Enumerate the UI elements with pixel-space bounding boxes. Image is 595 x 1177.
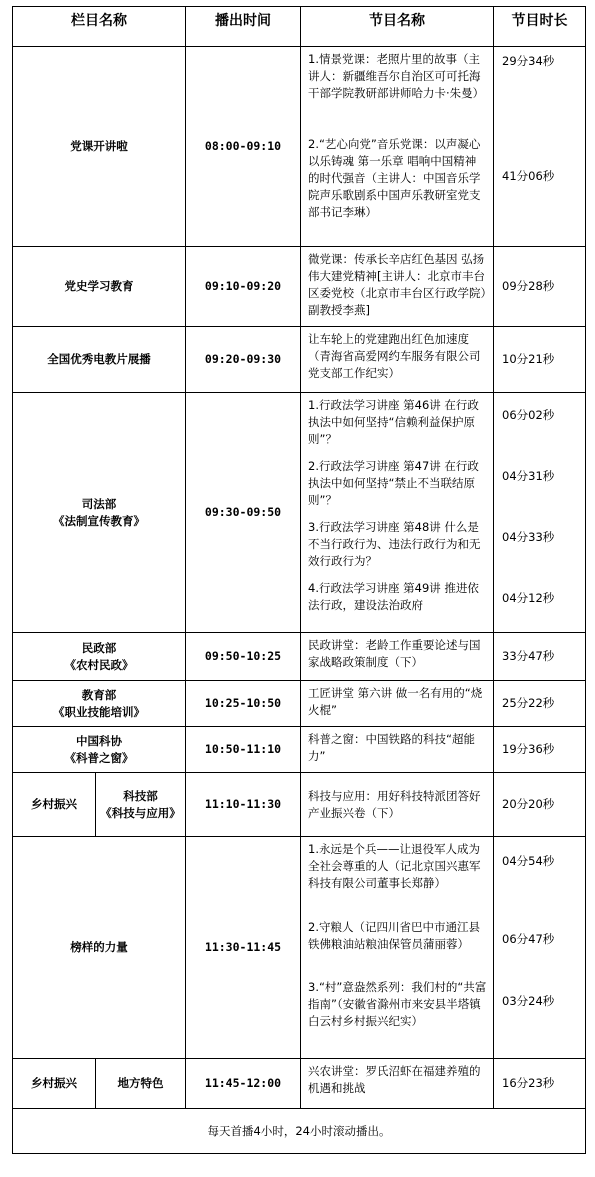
table-row xyxy=(13,247,586,327)
category-label: 《科普之窗》 xyxy=(64,750,134,765)
sub-category-cell xyxy=(96,773,186,837)
category-label: 榜样的力量 xyxy=(70,940,128,954)
program-cell xyxy=(301,773,494,837)
duration-item: 06分02秒 xyxy=(502,408,555,422)
header-duration: 节目时长 xyxy=(494,7,586,47)
duration-item: 25分22秒 xyxy=(502,696,555,710)
duration-cell xyxy=(494,773,586,837)
header-program-name: 节目名称 xyxy=(301,7,494,47)
category-cell xyxy=(13,47,186,247)
duration-item: 16分23秒 xyxy=(502,1076,555,1090)
table-row xyxy=(13,393,586,633)
duration-cell xyxy=(494,47,586,247)
category-cell xyxy=(13,393,186,633)
category-cell xyxy=(13,681,186,727)
program-item: 工匠讲堂 第六讲 做一名有用的“烧火棍” xyxy=(308,686,483,717)
program-cell xyxy=(301,727,494,773)
schedule-table xyxy=(12,6,586,1154)
duration-item: 20分20秒 xyxy=(502,797,555,811)
duration-cell xyxy=(494,633,586,681)
duration-cell xyxy=(494,393,586,633)
sub-category-cell xyxy=(96,1059,186,1109)
duration-cell xyxy=(494,247,586,327)
duration-item: 04分54秒 xyxy=(502,854,555,868)
duration-cell xyxy=(494,727,586,773)
table-row xyxy=(13,327,586,393)
program-item: 2.“艺心向党”音乐党课：以声凝心 以乐铸魂 第一乐章 唱响中国精神的时代强音（主讲人：中国音乐学院声乐歌剧系中国声乐教研室党支部书记李琳） xyxy=(308,137,481,219)
air-time: 09:20-09:30 xyxy=(186,327,301,393)
duration-item: 09分28秒 xyxy=(502,279,555,293)
duration-item: 06分47秒 xyxy=(502,932,555,946)
program-cell xyxy=(301,47,494,247)
category-cell xyxy=(13,837,186,1059)
duration-cell xyxy=(494,681,586,727)
duration-item: 19分36秒 xyxy=(502,742,555,756)
program-item: 1.永远是个兵——让退役军人成为全社会尊重的人（记北京国兴惠军科技有限公司董事长郑静） xyxy=(308,842,481,890)
program-item: 2.守粮人（记四川省巴中市通江县铁佛粮油站粮油保管员蒲丽蓉） xyxy=(308,920,480,951)
air-time: 08:00-09:10 xyxy=(186,47,301,247)
category-label: 民政部 xyxy=(81,640,117,655)
table-row xyxy=(13,773,586,837)
air-time: 10:25-10:50 xyxy=(186,681,301,727)
program-cell xyxy=(301,393,494,633)
duration-item: 04分31秒 xyxy=(502,469,555,483)
air-time: 10:50-11:10 xyxy=(186,727,301,773)
category-label: 党史学习教育 xyxy=(64,279,134,293)
header-column-name: 栏目名称 xyxy=(13,7,186,47)
category-label: 《农村民政》 xyxy=(64,657,134,672)
duration-item: 04分33秒 xyxy=(502,530,555,544)
air-time: 11:10-11:30 xyxy=(186,773,301,837)
program-item: 科技与应用：用好科技特派团答好产业振兴卷（下） xyxy=(308,788,481,820)
program-cell xyxy=(301,247,494,327)
air-time: 09:30-09:50 xyxy=(186,393,301,633)
program-cell xyxy=(301,837,494,1059)
header-air-time: 播出时间 xyxy=(186,7,301,47)
duration-item: 10分21秒 xyxy=(502,352,555,366)
category-cell xyxy=(13,247,186,327)
program-item: 1.行政法学习讲座 第46讲 在行政执法中如何坚持“信赖利益保护原则”？ xyxy=(308,398,479,446)
footer-row xyxy=(13,1109,586,1154)
program-item: 微党课：传承长辛店红色基因 弘扬伟大建党精神[主讲人：北京市丰台区委党校（北京市丰台区行政学院）副教授李燕] xyxy=(308,252,487,317)
program-item: 科普之窗：中国铁路的科技“超能力” xyxy=(308,732,475,763)
duration-item: 29分34秒 xyxy=(502,54,555,68)
table-row xyxy=(13,633,586,681)
category-label: 乡村振兴 xyxy=(31,797,77,811)
air-time: 09:10-09:20 xyxy=(186,247,301,327)
table-row xyxy=(13,47,586,247)
program-item: 民政讲堂：老龄工作重要论述与国家战略政策制度（下） xyxy=(308,638,481,669)
air-time: 09:50-10:25 xyxy=(186,633,301,681)
category-label: 中国科协 xyxy=(76,733,122,748)
category-label: 党课开讲啦 xyxy=(70,139,128,153)
category-label: 教育部 xyxy=(81,687,117,702)
category-cell xyxy=(13,327,186,393)
sub-category-label: 《科技与应用》 xyxy=(100,805,181,820)
program-item: 3.“村”意盎然系列：我们村的“共富指南”（安徽省滁州市来安县半塔镇白云村乡村振兴纪实） xyxy=(308,980,487,1028)
program-cell xyxy=(301,633,494,681)
duration-cell xyxy=(494,327,586,393)
program-item: 2.行政法学习讲座 第47讲 在行政执法中如何坚持“禁止不当联结原则”？ xyxy=(308,459,479,507)
category-cell xyxy=(13,1059,96,1109)
air-time: 11:30-11:45 xyxy=(186,837,301,1059)
duration-item: 41分06秒 xyxy=(502,169,555,183)
table-row xyxy=(13,681,586,727)
category-label: 司法部 xyxy=(81,496,117,511)
category-cell xyxy=(13,773,96,837)
duration-item: 33分47秒 xyxy=(502,649,555,663)
duration-cell xyxy=(494,1059,586,1109)
header-row xyxy=(13,7,586,47)
category-cell xyxy=(13,727,186,773)
duration-cell xyxy=(494,837,586,1059)
program-cell xyxy=(301,327,494,393)
program-cell xyxy=(301,681,494,727)
category-label: 《法制宣传教育》 xyxy=(53,513,145,528)
table-row xyxy=(13,727,586,773)
program-item: 让车轮上的党建跑出红色加速度（青海省高爱网约车服务有限公司党支部工作纪实） xyxy=(308,332,481,380)
program-cell xyxy=(301,1059,494,1109)
program-item: 兴农讲堂：罗氏沼虾在福建养殖的机遇和挑战 xyxy=(308,1064,481,1095)
program-item: 4.行政法学习讲座 第49讲 推进依法行政，建设法治政府 xyxy=(308,581,479,612)
table-row xyxy=(13,1059,586,1109)
duration-item: 03分24秒 xyxy=(502,994,555,1008)
sub-category-label: 地方特色 xyxy=(117,1076,164,1090)
sub-category-label: 科技部 xyxy=(123,788,158,803)
footer-note: 每天首播4小时，24小时滚动播出。 xyxy=(13,1109,586,1154)
category-label: 全国优秀电教片展播 xyxy=(47,352,151,366)
duration-item: 04分12秒 xyxy=(502,591,555,605)
category-cell xyxy=(13,633,186,681)
category-label: 乡村振兴 xyxy=(31,1076,77,1090)
program-item: 1.情景党课：老照片里的故事（主讲人：新疆维吾尔自治区可可托海干部学院教研部讲师哈力卡·朱曼） xyxy=(308,52,485,100)
category-label: 《职业技能培训》 xyxy=(53,704,145,719)
table-row xyxy=(13,837,586,1059)
program-item: 3.行政法学习讲座 第48讲 什么是不当行政行为、违法行政行为和无效行政行为？ xyxy=(308,520,481,568)
air-time: 11:45-12:00 xyxy=(186,1059,301,1109)
